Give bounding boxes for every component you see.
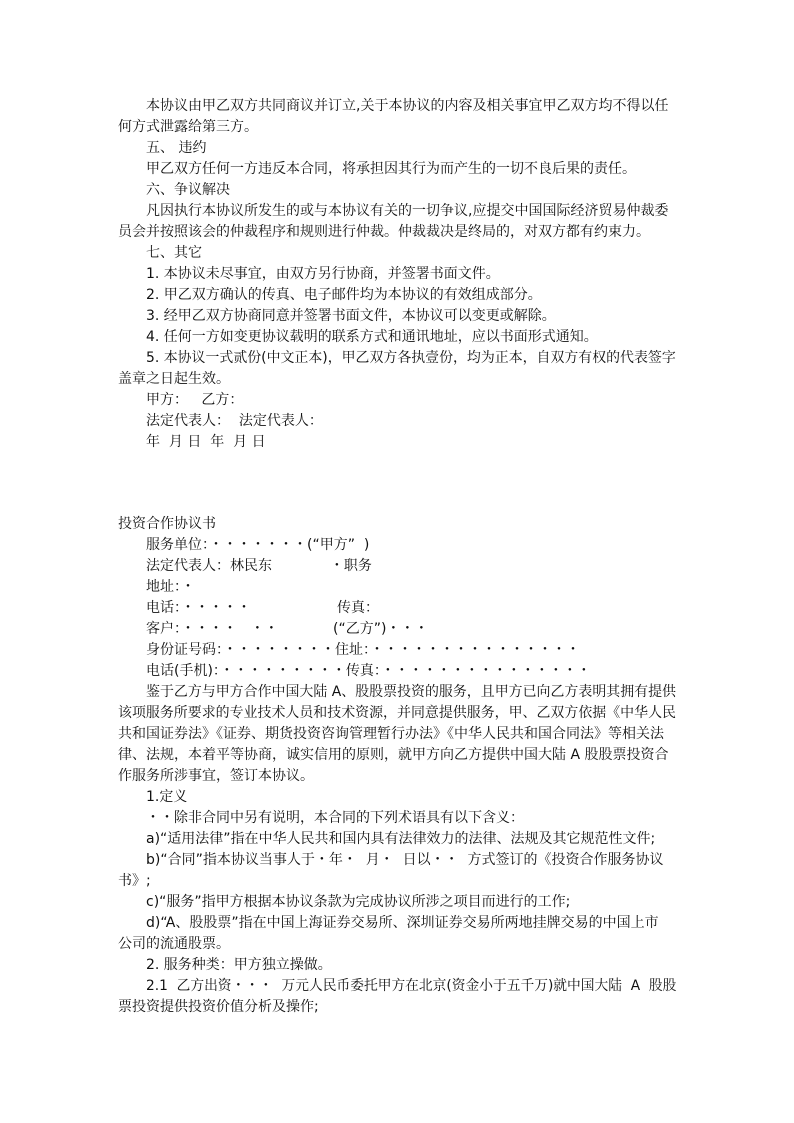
- preamble-line-3: 共和国证券法》《证券、期货投资咨询管理暂行办法》《中华人民共和国合同法》等相关法: [118, 726, 664, 742]
- other-item-3: 3. 经甲乙双方协商同意并签署书面文件，本协议可以变更或解除。: [146, 308, 556, 324]
- signature-dates: 年 月 日 年 月 日: [146, 434, 266, 450]
- definition-a: a)“适用法律”指在中华人民共和国内具有法律效力的法律、法规及其它规范性文件;: [146, 831, 656, 847]
- client-party-label: (“乙方”)・・・: [333, 621, 429, 637]
- preamble-line-1: 鉴于乙方与甲方合作中国大陆 A、股股票投资的服务，且甲方已向乙方表明其拥有提供: [146, 684, 677, 700]
- other-item-1: 1. 本协议未尽事宜，由双方另行协商，并签署书面文件。: [146, 266, 500, 282]
- confidentiality-line-1: 本协议由甲乙双方共同商议并订立,关于本协议的内容及相关事宜甲乙双方均不得以任: [146, 98, 669, 114]
- breach-text: 甲乙双方任何一方违反本合同，将承担因其行为而产生的一切不良后果的责任。: [146, 161, 636, 177]
- other-heading: 七、其它: [146, 245, 202, 261]
- other-item-2: 2. 甲乙双方确认的传真、电子邮件均为本协议的有效组成部分。: [146, 287, 542, 303]
- other-item-5-line-2: 盖章之日起生效。: [118, 371, 230, 387]
- signature-parties: 甲方： 乙方：: [146, 392, 244, 408]
- other-item-4: 4. 任何一方如变更协议载明的联系方式和通讯地址，应以书面形式通知。: [146, 329, 598, 345]
- definition-b-line-2: 书》;: [118, 873, 151, 889]
- client-field: 客户：・・・・ ・・: [146, 621, 279, 637]
- definition-d-line-2: 公司的流通股票。: [118, 936, 230, 952]
- other-item-5-line-1: 5. 本协议一式贰份(中文正本)，甲乙双方各执壹份，均为正本，自双方有权的代表签字: [146, 350, 676, 366]
- clause-2-1-line-2: 票投资提供投资价值分析及操作;: [118, 999, 319, 1015]
- breach-heading: 五、 违约: [146, 140, 207, 156]
- mobile-fax-field: 电话(手机)：・・・・・・・・・传真：・・・・・・・・・・・・・・・: [146, 663, 591, 679]
- address-field: 地址：・: [146, 579, 195, 595]
- definition-c: c)“服务”指甲方根据本协议条款为完成协议所涉之项目而进行的工作;: [146, 894, 571, 910]
- confidentiality-line-2: 何方式泄露给第三方。: [118, 119, 258, 135]
- definition-b-line-1: b)“合同”指本协议当事人于・年・ 月・ 日以・・ 方式签订的《投资合作服务协议: [146, 852, 664, 868]
- service-type: 2. 服务种类：甲方独立操做。: [146, 957, 332, 973]
- preamble-line-4: 律、法规，本着平等协商，诚实信用的原则，就甲方向乙方提供中国大陆 A 股股票投资合: [118, 747, 669, 763]
- clause-2-1-line-1: 2.1 乙方出资・・・ 万元人民币委托甲方在北京(资金小于五千万)就中国大陆 A 股股: [146, 978, 677, 994]
- dispute-line-1: 凡因执行本协议所发生的或与本协议有关的一切争议,应提交中国国际经济贸易仲裁委: [146, 203, 669, 219]
- id-address-field: 身份证号码：・・・・・・・・住址：・・・・・・・・・・・・・・・: [146, 642, 580, 658]
- signature-representatives: 法定代表人： 法定代表人：: [146, 413, 323, 429]
- service-unit-field: 服务单位：・・・・・・・(“甲方” ): [146, 537, 370, 553]
- definitions-intro: ・・除非合同中另有说明，本合同的下列术语具有以下含义：: [146, 810, 524, 826]
- phone-field: 电话：・・・・・: [146, 600, 251, 616]
- agreement-title: 投资合作协议书: [118, 516, 216, 532]
- preamble-line-2: 该项服务所要求的专业技术人员和技术资源，并同意提供服务，甲、乙双方依据《中华人民: [118, 705, 676, 721]
- preamble-line-5: 作服务所涉事宜，签订本协议。: [118, 768, 314, 784]
- legal-rep-field: 法定代表人：林民东 ・职务: [146, 558, 372, 574]
- dispute-heading: 六、争议解决: [146, 182, 230, 198]
- fax-field: 传真：: [337, 600, 379, 616]
- dispute-line-2: 员会并按照该会的仲裁程序和规则进行仲裁。仲裁裁决是终局的，对双方都有约束力。: [118, 224, 650, 240]
- definitions-heading: 1.定义: [146, 789, 188, 805]
- definition-d-line-1: d)“A、股股票”指在中国上海证券交易所、深圳证券交易所两地挂牌交易的中国上市: [146, 915, 659, 931]
